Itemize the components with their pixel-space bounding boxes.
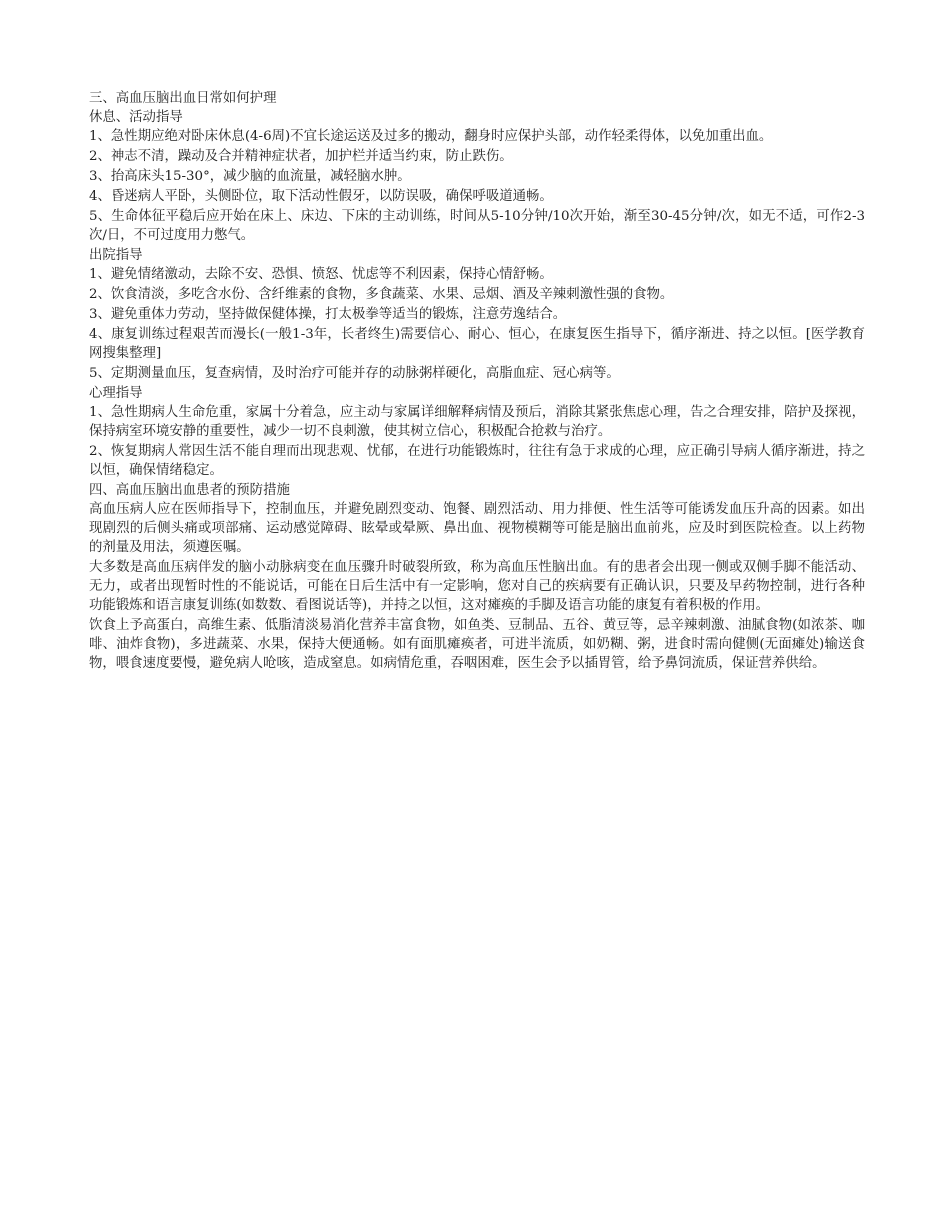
body-paragraph: 饮食上予高蛋白，高维生素、低脂清淡易消化营养丰富食物，如鱼类、豆制品、五谷、黄豆等，忌辛辣刺激、油腻食物(如浓茶、咖啡、油炸食物)，多进蔬菜、水果，保持大便通畅。如有面肌瘫痪者，可进半流质，如奶糊、粥，进食时需向健侧(无面瘫处)输送食物，喂食速度要慢，避免病人呛咳，造成窒息。如病情危重，吞咽困难，医生会予以插胃管，给予鼻饲流质，保证营养供给。 <box>89 618 865 671</box>
subheading-rest-activity: 休息、活动指导 <box>89 110 183 125</box>
list-item: 3、避免重体力劳动，坚持做保健体操，打太极拳等适当的锻炼，注意劳逸结合。 <box>89 307 567 322</box>
list-item: 1、急性期应绝对卧床休息(4-6周)不宜长途运送及过多的搬动，翻身时应保护头部，动作轻柔得体，以免加重出血。 <box>89 129 773 144</box>
body-paragraph: 高血压病人应在医师指导下，控制血压，并避免剧烈变动、饱餐、剧烈活动、用力排便、性生活等可能诱发血压升高的因素。如出现剧烈的后侧头痛或项部痛、运动感觉障碍、眩晕或晕厥、鼻出血、视物模糊等可能是脑出血前兆，应及时到医院检查。以上药物的剂量及用法，须遵医嘱。 <box>89 502 865 555</box>
subheading-discharge: 出院指导 <box>89 248 143 263</box>
list-item: 5、生命体征平稳后应开始在床上、床边、下床的主动训练，时间从5-10分钟/10次开始，渐至30-45分钟/次，如无不适，可作2-3次/日，不可过度用力憋气。 <box>89 209 865 243</box>
list-item: 2、恢复期病人常因生活不能自理而出现悲观、忧郁，在进行功能锻炼时，往往有急于求成的心理，应正确引导病人循序渐进，持之以恒，确保情绪稳定。 <box>89 444 865 478</box>
body-paragraph: 大多数是高血压病伴发的脑小动脉病变在血压骤升时破裂所致，称为高血压性脑出血。有的患者会出现一侧或双侧手脚不能活动、无力，或者出现暂时性的不能说话，可能在日后生活中有一定影响，您对自己的疾病要有正确认识，只要及早药物控制，进行各种功能锻炼和语言康复训练(如数数、看图说话等)，并持之以恒，这对瘫痪的手脚及语言功能的康复有着积极的作用。 <box>89 560 865 613</box>
section-heading-prevention: 四、高血压脑出血患者的预防措施 <box>89 483 290 498</box>
document-body <box>89 89 865 674</box>
list-item: 3、抬高床头15-30°，减少脑的血流量，减轻脑水肿。 <box>89 169 411 184</box>
list-item: 2、神志不清，躁动及合并精神症状者，加护栏并适当约束，防止跌伤。 <box>89 149 513 164</box>
section-heading-care: 三、高血压脑出血日常如何护理 <box>89 91 277 106</box>
list-item: 5、定期测量血压，复查病情，及时治疗可能并存的动脉粥样硬化，高脂血症、冠心病等。 <box>89 366 620 381</box>
list-item: 1、避免情绪激动，去除不安、恐惧、愤怒、忧虑等不利因素，保持心情舒畅。 <box>89 267 553 282</box>
list-item: 2、饮食清淡，多吃含水份、含纤维素的食物，多食蔬菜、水果、忌烟、酒及辛辣刺激性强的食物。 <box>89 287 674 302</box>
list-item: 1、急性期病人生命危重，家属十分着急，应主动与家属详细解释病情及预后，消除其紧张焦虑心理，告之合理安排，陪护及探视，保持病室环境安静的重要性，减少一切不良刺激，使其树立信心，积极配合抢救与治疗。 <box>89 405 865 439</box>
subheading-psychology: 心理指导 <box>89 386 143 401</box>
list-item: 4、昏迷病人平卧，头侧卧位，取下活动性假牙，以防误吸，确保呼吸道通畅。 <box>89 189 553 204</box>
list-item: 4、康复训练过程艰苦而漫长(一般1-3年，长者终生)需要信心、耐心、恒心，在康复医生指导下，循序渐进、持之以恒。[医学教育网搜集整理] <box>89 327 865 361</box>
